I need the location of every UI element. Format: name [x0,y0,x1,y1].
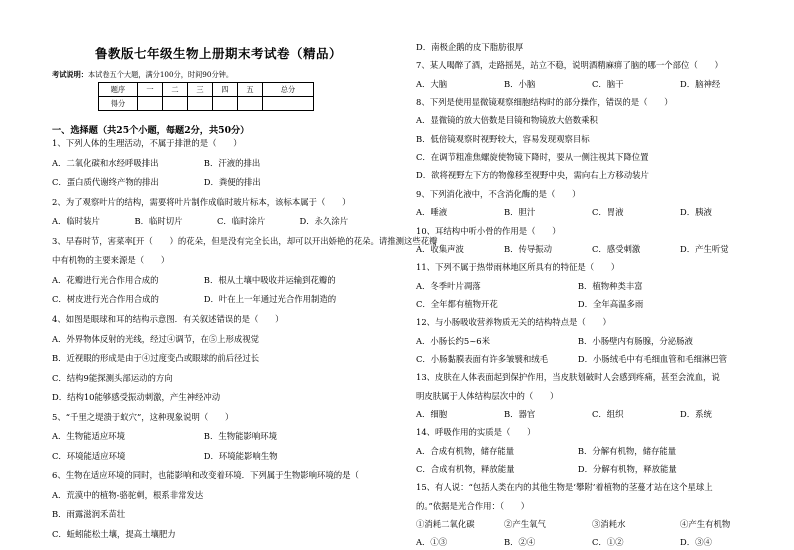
question-line: 15、有人说：“包括人类在内的其他生物是‘攀附’着植物的茎蔓才站在这个星球上 [416,482,713,493]
exam-title: 鲁教版七年级生物上册期末考试卷（精品） [95,46,343,61]
option-text: C．胃液 [592,207,624,218]
option-text: C．组织 [592,409,624,419]
question-line: B．低倍镜观察时视野较大，容易发现观察目标 [416,133,590,144]
exam-instructions [52,70,233,80]
question-line: C．全年都有植物开花 [416,298,498,309]
question-line: 3、早春时节，害菜率[开（ ）的花朵，但是没有完全长出，却可以开出娇艳的花朵。请推测这些花瓣 [52,235,438,246]
score-cell [188,97,213,111]
question-line: 13、皮肤在人体表面起到保护作用，当皮肤划破时人会感到疼痛，甚至会流血，说 [416,372,720,383]
score-cell [163,97,188,111]
question-line: C．蚯蚓能松土壤，提高土壤肥力 [52,529,176,539]
question-line: C．合成有机物，释放能量 [416,464,515,475]
question-line: A．细胞 [416,409,448,419]
question-line: 14、呼吸作用的实质是（ ） [416,427,536,438]
option-text: D．系统 [680,409,712,419]
question-line: 的。”依据是光合作用：（ ） [416,500,530,511]
question-line: C．结构9能探测头部运动的方向 [52,372,173,383]
question-line: 2、为了观察叶片的结构，需要将叶片制作成临时玻片标本，该标本属于（ ） [52,196,351,207]
question-line: 8、下列是使用显微镜观察细胞结构时的部分操作，错误的是（ ） [416,97,673,108]
score-cell [238,97,263,111]
question-line: A．①③ [416,537,448,548]
question-line: C．在调节粗准焦螺旋使物镜下降时，要从一侧注视其下降位置 [416,152,649,163]
question-line: A．唾液 [416,207,448,218]
option-text: ③消耗水 [592,519,626,530]
question-line: B．雨露滋润禾苗壮 [52,509,126,520]
question-line: 12、与小肠吸收营养物质无关的结构特点是（ ） [416,317,611,328]
option-text: B．分解有机物，储存能量 [577,445,677,456]
option-text: D．分解有机物，释放能量 [577,464,677,475]
score-table-score-row [99,97,314,111]
score-table [98,82,314,111]
score-header-cell: 五 [238,83,263,97]
option-text: C．脑干 [592,78,624,89]
option-text: D．小肠绒毛中有毛细血管和毛细淋巴管 [577,353,727,364]
question-line: D．欲将视野左下方的物像移至视野中央，需向右上方移动装片 [416,170,649,181]
option-text: B．植物种类丰富 [577,280,643,291]
instructions-text: 本试卷五个大题，满分100分，时间90分钟。 [87,70,234,79]
question-line: 10、耳结构中听小骨的作用是（ ） [416,225,561,236]
option-text: B．根从土壤中吸收并运输到花瓣的 [203,274,336,285]
question-line: A．生物能适应环境 [52,431,126,442]
option-text: B．②④ [504,537,536,548]
option-text: B．临时切片 [134,216,183,227]
score-table-header-row [99,83,314,97]
question-line: C．小肠黏膜表面有许多皱襞和绒毛 [416,353,549,364]
option-text: ②产生氧气 [504,519,546,530]
option-text: ④产生有机物 [680,519,731,530]
question-line: C．环境能适应环境 [52,450,126,461]
question-line: A．合成有机物，储存能量 [416,445,515,456]
question-line: ①消耗二氧化碳 [416,519,475,530]
question-line: A．花瓣进行光合作用合成的 [52,274,159,285]
option-text: D．③④ [680,537,712,548]
option-text: D．永久涂片 [299,216,349,227]
option-text: C．感受刺激 [592,243,641,254]
option-text: B．胆汁 [504,207,536,218]
question-line: 7、某人喝醉了酒，走路摇晃，站立不稳，说明酒精麻痹了脑的哪一个部位（ ） [416,60,723,71]
question-line: D．结构10能够感受振动刺激，产生神经冲动 [52,392,221,403]
instructions-label: 考试说明： [52,70,88,79]
score-header-cell: 一 [138,83,163,97]
score-header-cell: 三 [188,83,213,97]
option-text: C．临时涂片 [217,216,266,227]
option-text: D．环境能影响生物 [203,450,278,461]
score-row-label: 得分 [99,97,138,111]
option-text: B．小肠壁内有肠腺，分泌肠液 [577,335,693,346]
option-text: B．生物能影响环境 [203,431,277,442]
option-text: B．汗液的排出 [203,157,261,168]
score-header-cell: 总分 [263,83,314,97]
question-line: A．收集声波 [416,243,464,254]
score-cell [138,97,163,111]
question-line: 9、下列消化液中，不含消化酶的是（ ） [416,188,581,199]
option-text: B．小脑 [504,78,536,89]
question-line: B．近视眼的形成是由于④过度变凸或眼球的前后径过长 [52,353,260,364]
option-text: D．全年高温多雨 [577,298,644,309]
question-line: 5、“千里之堤溃于蚁穴”，这种现象说明（ ） [52,411,234,422]
score-cell [213,97,238,111]
question-line: A．外界物体反射的光线，经过④调节，在⑤上形成视觉 [52,333,260,344]
question-line: A．荒漠中的植物-骆驼刺，根系非常发达 [52,489,204,500]
question-line: 中有机物的主要来源是（ ） [52,255,170,266]
option-text: D．脑神经 [680,78,721,89]
question-line: 1、下列人体的生理活动，不属于排泄的是（ ） [52,138,242,148]
question-line: A．冬季叶片凋落 [416,280,481,291]
section-heading: 一、选择题（共25个小题，每题2分，共50分） [52,125,250,136]
question-line: D．南极企鹅的皮下脂肪很厚 [416,42,524,52]
option-text: D．叶在上一年通过光合作用制造的 [203,294,337,305]
question-line: A．小肠长约5~6米 [416,335,490,346]
question-line: A．大脑 [416,78,448,89]
option-text: D．胰液 [680,207,712,218]
score-header-cell: 二 [163,83,188,97]
score-header-cell: 题序 [99,83,138,97]
score-header-cell: 四 [213,83,238,97]
option-text: D．产生听觉 [680,243,729,254]
question-line: 明皮肤属于人体结构层次中的（ ） [416,390,559,401]
question-line: C．蛋白质代谢终产物的排出 [52,177,159,188]
question-line: A．临时装片 [52,216,100,227]
option-text: D．粪便的排出 [203,177,261,188]
option-text: B．传导振动 [504,243,553,254]
question-line: 6、生物在适应环境的同时，也能影响和改变着环境．下列属于生物影响环境的是（ [52,470,359,481]
option-text: C．①② [592,537,624,548]
score-cell [263,97,314,111]
question-line: C．树皮进行光合作用合成的 [52,294,159,305]
question-line: 11、下列不属于热带雨林地区所具有的特征是（ ） [416,262,620,273]
question-line: A．显微镜的放大倍数是目镜和物镜放大倍数乘积 [416,115,598,126]
question-line: A．二氧化碳和水经呼吸排出 [52,157,159,168]
question-line: 4、如图是眼球和耳的结构示意图．有关叙述错误的是（ ） [52,313,284,324]
option-text: B．器官 [504,409,536,419]
